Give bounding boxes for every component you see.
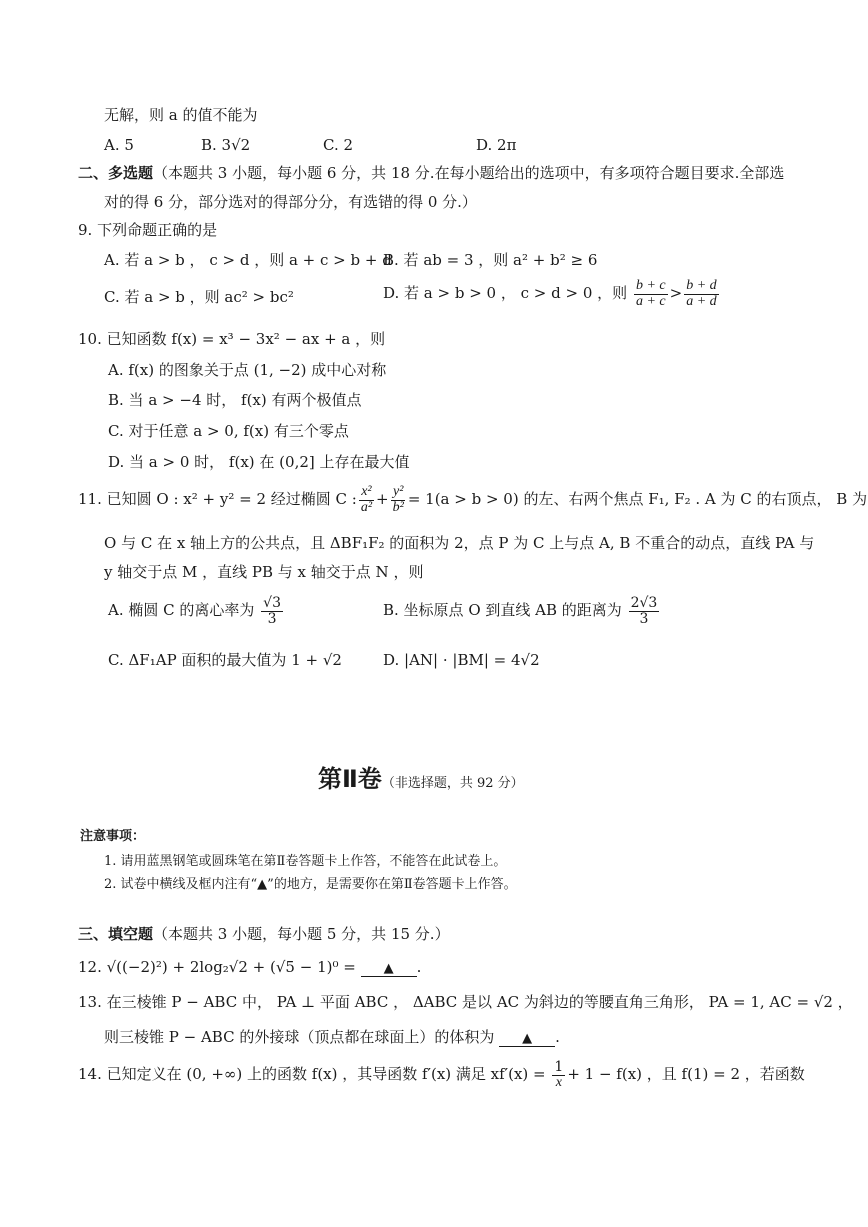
q9-option-b: B. 若 ab = 3 ，则 a² + b² ≥ 6 <box>383 251 598 269</box>
q11-b-den: 3 <box>639 610 649 627</box>
notes-title: 注意事项： <box>80 829 146 844</box>
q9-option-d: D. 若 a > b > 0 ， c > d > 0 ，则 $\frac{b + c}{a + c}$ > $\frac{b + d}{a + d}$ <box>383 278 717 309</box>
q11-a-den: 3 <box>267 610 277 627</box>
q11-line3: y 轴交于点 M ，直线 PB 与 x 轴交于点 N ，则 <box>104 563 424 581</box>
section2-desc-line1: （本题共 3 小题，每小题 6 分，共 18 分.在每小题给出的选项中，有多项符合题目要求.全部选 <box>153 164 785 182</box>
q11-line2: O 与 C 在 x 轴上方的公共点，且 ΔBF₁F₂ 的面积为 2，点 P 为 C 上与点 A, B 不重合的动点，直线 PA 与 <box>104 534 815 552</box>
q13-line1: 13. 在三棱锥 P − ABC 中， PA ⊥ 平面 ABC ， ΔABC 是以 AC 为斜边的等腰直角三角形， PA = 1, AC = √2 ， <box>78 993 853 1011</box>
q12 <box>78 958 421 977</box>
q12-answer-blank[interactable]: ▲ <box>361 962 417 977</box>
q11-option-a-prefix: A. 椭圆 C 的离心率为 <box>108 601 255 620</box>
q9-option-d-frac1 <box>634 279 668 309</box>
q12-end: . <box>416 958 422 976</box>
q11-frac-y2b2 <box>391 485 406 515</box>
q10-option-d: D. 当 a > 0 时， f(x) 在 (0,2] 上存在最大值 <box>108 453 410 471</box>
q8-option-b: B. 3√2 <box>201 136 251 154</box>
q11-line1-a: 11. 已知圆 O : x² + y² = 2 经过椭圆 C : <box>78 490 357 509</box>
q10-option-b: B. 当 a > −4 时， f(x) 有两个极值点 <box>108 391 362 409</box>
q11-option-b-prefix: B. 坐标原点 O 到直线 AB 的距离为 <box>383 601 622 620</box>
q14-frac <box>552 1060 565 1090</box>
q10-stem: 10. 已知函数 f(x) = x³ − 3x² − ax + a ，则 <box>78 330 386 348</box>
q9-d-frac1-den: a + c <box>635 293 666 309</box>
q8-option-d: D. 2π <box>476 136 517 154</box>
q14-prefix: 14. 已知定义在 (0, +∞) 上的函数 f(x) ，其导函数 f′(x) 满足 xf′(x) = <box>78 1065 546 1084</box>
q11-option-a-frac <box>261 596 283 626</box>
notes-item-1: 1. 请用蓝黑钢笔或圆珠笔在第Ⅱ卷答题卡上作答，不能答在此试卷上。 <box>104 854 507 869</box>
section2-header <box>78 164 784 182</box>
q11-frac-x2a2 <box>359 485 374 515</box>
q9-d-frac2-den: a + d <box>686 293 717 309</box>
q11-frac1-den: a² <box>360 499 373 515</box>
q11-option-c: C. ΔF₁AP 面积的最大值为 1 + √2 <box>108 651 342 669</box>
q12-text: 12. √((−2)²) + 2log₂√2 + (√5 − 1)⁰ = <box>78 958 356 976</box>
part2-title: 第Ⅱ卷 <box>318 765 382 793</box>
q8-tail: 无解，则 a 的值不能为 <box>104 106 258 124</box>
q14-frac-num: 1 <box>554 1059 564 1075</box>
q11-line1-b: = 1(a > b > 0) 的左、右两个焦点 F₁, F₂ . A 为 C 的右顶点， B 为 <box>407 490 868 509</box>
section3-desc: （本题共 3 小题，每小题 5 分，共 15 分.） <box>153 925 450 943</box>
q11-a-num: √3 <box>263 595 281 611</box>
part2-heading <box>318 765 524 794</box>
q14 <box>78 1060 805 1090</box>
q10-option-a: A. f(x) 的图象关于点 (1, −2) 成中心对称 <box>108 361 387 379</box>
section2-title: 二、多选题 <box>78 164 154 182</box>
q9-option-c: C. 若 a > b ，则 ac² > bc² <box>104 288 294 306</box>
section3-title: 三、填空题 <box>78 925 154 943</box>
notes-item-2: 2. 试卷中横线及框内注有“▲”的地方，是需要你在第Ⅱ卷答题卡上作答。 <box>104 877 517 892</box>
q9-option-d-frac2 <box>684 279 718 309</box>
q9-d-frac1-num: b + c <box>635 278 666 293</box>
q9-d-frac2-num: b + d <box>686 278 717 293</box>
q10-option-c: C. 对于任意 a > 0, f(x) 有三个零点 <box>108 422 349 440</box>
q13-end: . <box>555 1028 560 1046</box>
q14-frac-den: x <box>555 1074 562 1090</box>
q9-option-d-prefix: D. 若 a > b > 0 ， c > d > 0 ，则 <box>383 284 628 303</box>
q13-line2 <box>104 1028 560 1047</box>
q11-option-b <box>383 596 661 626</box>
q11-option-d: D. |AN| · |BM| = 4√2 <box>383 651 540 669</box>
q11-b-num: 2√3 <box>630 595 658 611</box>
q9-option-a: A. 若 a > b ， c > d ，则 a + c > b + d <box>104 251 392 269</box>
q9-stem: 9. 下列命题正确的是 <box>78 221 218 239</box>
q11-frac2-num: y² <box>393 484 404 499</box>
q11-option-a <box>108 596 285 626</box>
q11-option-b-frac <box>629 596 660 626</box>
section3-header <box>78 925 450 943</box>
part2-subtitle: （非选择题，共 92 分） <box>381 776 524 791</box>
q8-option-a: A. 5 <box>104 136 134 154</box>
q8-option-c: C. 2 <box>323 136 354 154</box>
q11-frac2-den: b² <box>392 499 404 515</box>
q11-frac1-num: x² <box>361 484 372 499</box>
q14-suffix: + 1 − f(x) ，且 f(1) = 2 ，若函数 <box>567 1065 805 1084</box>
q13-line2-text: 则三棱锥 P − ABC 的外接球（顶点都在球面上）的体积为 <box>104 1028 495 1046</box>
q13-answer-blank[interactable]: ▲ <box>499 1032 555 1047</box>
q11-line1: 11. 已知圆 O : x² + y² = 2 经过椭圆 C : $\frac{\text{x²}}{\text{a²}}$ + $\frac{\text{y²}}{\text{b²}}$ = 1(a > b > 0) 的左、右两个焦点 F₁, F₂ . A 为 C 的右顶点， B 为 <box>78 484 868 515</box>
section2-desc-line2: 对的得 6 分，部分选对的得部分分，有选错的得 0 分.） <box>104 193 477 211</box>
